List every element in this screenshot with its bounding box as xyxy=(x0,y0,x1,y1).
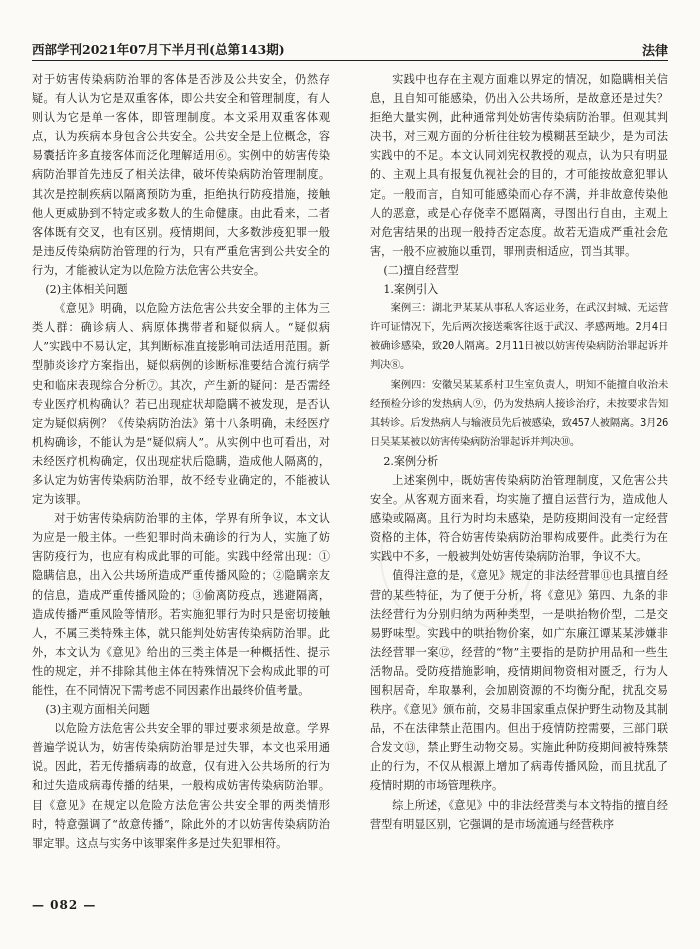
subheading: 1.案例引入 xyxy=(383,283,439,297)
page-header xyxy=(32,38,668,61)
paragraph: 综上所述，《意见》中的非法经营类与本文特指的擅自经营型有明显区别，它强调的是市场流通与经营秩序 xyxy=(370,798,668,831)
paragraph: 对于妨害传染病防治罪的主体，学界有所争议，本文认为应是一般主体。一些犯罪时尚未确诊的行为人，实施了妨害防疫行为，也应有构成此罪的可能。实践中经常出现：①隐瞒信息，出入公共场所造成严重传播风险的；②隐瞒亲友的信息，造成严重传播风险的；③偷离防疫点，逃避隔离，造成传播严重风险等情形。若实施犯罪行为时只是密切接触人，不属三类特殊主体，就只能判处妨害传染病防治罪。此外，本文认为《意见》给出的三类主体是一种概括性、提示性的规定，并不排除其他主体在特殊情况下会构成此罪的可能性，在不同情况下需考虑不同因素作出最终价值考量。 xyxy=(32,512,330,697)
case-example: 案例三：湖北尹某某从事私人客运业务，在武汉封城、无运营许可证情况下，先后两次接送乘客往返于武汉、孝感两地。2月4日被确诊感染，致20人隔离。2月11日被以妨害传染病防治罪起诉并判决⑧。 xyxy=(370,302,668,372)
subheading: (3)主观方面相关问题 xyxy=(45,703,150,717)
subheading: (二)擅自经营型 xyxy=(383,263,459,277)
page-number: — 082 — xyxy=(32,898,97,912)
paragraph: 上述案例中，既妨害传染病防治管理制度，又危害公共安全。从客观方面来看，均实施了擅自运营行为，造成他人感染或隔离。且行为时均未感染，是防疫期间没有一定经营资格的主体，符合妨害传染病防治罪构成要件。此类行为在实践中不多，一般被判处妨害传染病防治罪，争议不大。 xyxy=(370,473,668,564)
journal-title: 西部学刊2021年07月下半月刊(总第143期) xyxy=(32,42,285,57)
right-column xyxy=(370,70,668,834)
paragraph: 对于妨害传染病防治罪的客体是否涉及公共安全，仍然存疑。有人认为它是双重客体，即公共安全和管理制度，有人则认为它是单一客体，即管理制度。本文采用双重客体观点，认为疾病本身包含公共安全。公共安全是上位概念，容易囊括许多直接客体而泛化理解适用⑥。实例中的妨害传染病防治罪首先违反了相关法律，破坏传染病防治管理制度。其次是控制疾病以隔离预防为重，拒绝执行防疫措施，接触他人更威胁到不特定或多数人的生命健康。由此看来，二者客体既有交叉，也有区别。疫情期间，大多数涉疫犯罪一般是违反传染病防治管理的行为，只有严重危害到公共安全的行为，才能被认定为以危险方法危害公共安全。 xyxy=(32,73,330,277)
left-column xyxy=(32,70,330,853)
case-example: 案例四：安徽吴某某系村卫生室负责人，明知不能擅自收治未经预检分诊的发热病人⑨，仍为发热病人接诊治疗，未按要求告知其转诊。后发热病人与输液员先后被感染，致457人被隔离。3月26日吴某某被以妨害传染病防治罪起诉并判决⑩。 xyxy=(370,378,668,448)
paragraph: 《意见》明确，以危险方法危害公共安全罪的主体为三类人群：确诊病人、病原体携带者和疑似病人。“疑似病人”实践中不易认定，其判断标准直接影响司法适用范围。新型肺炎诊疗方案指出，疑似病例的诊断标准要结合流行病学史和临床表现综合分析⑦。其次，产生新的疑问：是否需经专业医疗机构确认？若已出现症状却隐瞒不被发现，是否认定为疑似病例？《传染病防治法》第十八条明确，未经医疗机构确诊，不能认为是“疑似病人”。从实例中也可看出，对未经医疗机构确定，仅出现症状后隐瞒，造成他人隔离的，多认定为妨害传染病防治罪，故不经专业确定的，不能被认定为该罪。 xyxy=(32,302,330,507)
subheading: (2)主体相关问题 xyxy=(45,283,128,297)
paragraph: 以危险方法危害公共安全罪的罪过要求须是故意。学界普遍学说认为，妨害传染病防治罪是过失罪，本文也采用通说。因此，若无传播病毒的故意，仅有进入公共场所的行为和过失造成病毒传播的结果，一般构成妨害传染病防治罪。目《意见》在规定以危险方法危害公共安全罪的两类情形时，特意强调了“故意传播”，除此外的才以妨害传染病防治罪定罪。这点与实务中该罪案件多是过失犯罪相符。 xyxy=(32,722,330,850)
paragraph: 实践中也存在主观方面难以界定的情况，如隐瞒相关信息，且自知可能感染，仍出入公共场所，是故意还是过失？拒绝大量实例，此种通常判处妨害传染病防治罪。但观其判决书，对三观方面的分析往往较为模糊甚至缺少，是为司法实践中的不足。本文认同刘宪权教授的观点，认为只有明显的、主观上具有报复仇视社会的目的，才可能按故意犯罪认定。一般而言，自知可能感染而心存不满，并非故意传染他人的恶意，或是心存侥幸不愿隔离，寻图出行自由，主观上对危害结果的出现一般持否定态度。故若无造成严重社会危害，一般不应被施以重罚，罪刑责相适应，罚当其罪。 xyxy=(370,73,668,258)
paragraph: 值得注意的是，《意见》规定的非法经营罪⑪也具擅自经营的某些特征，为了便于分析，将《意见》第四、九条的非法经营行为分别归纳为两种类型，一是哄抬物价型，二是交易野味型。实践中的哄抬物价案，如广东廉江谭某某涉嫌非法经营罪一案⑫，经营的“物”主要指的是防护用品和一些生活物品。受防疫措施影响，疫情期间物资相对匮乏，行为人囤积居奇，牟取暴利，会加剧资源的不均衡分配，扰乱交易秩序。《意见》颁布前，交易非国家重点保护野生动物及其制品，不在法律禁止范围内。但出于疫情防控需要，三部门联合发文⑬，禁止野生动物交易。实施此种防疫期间被特殊禁止的行为，不仅从根源上增加了病毒传播风险，而且扰乱了疫情时期的市场管理秩序。 xyxy=(370,569,668,793)
subheading: 2.案例分析 xyxy=(383,454,439,468)
section-label: 法律 xyxy=(641,44,668,59)
